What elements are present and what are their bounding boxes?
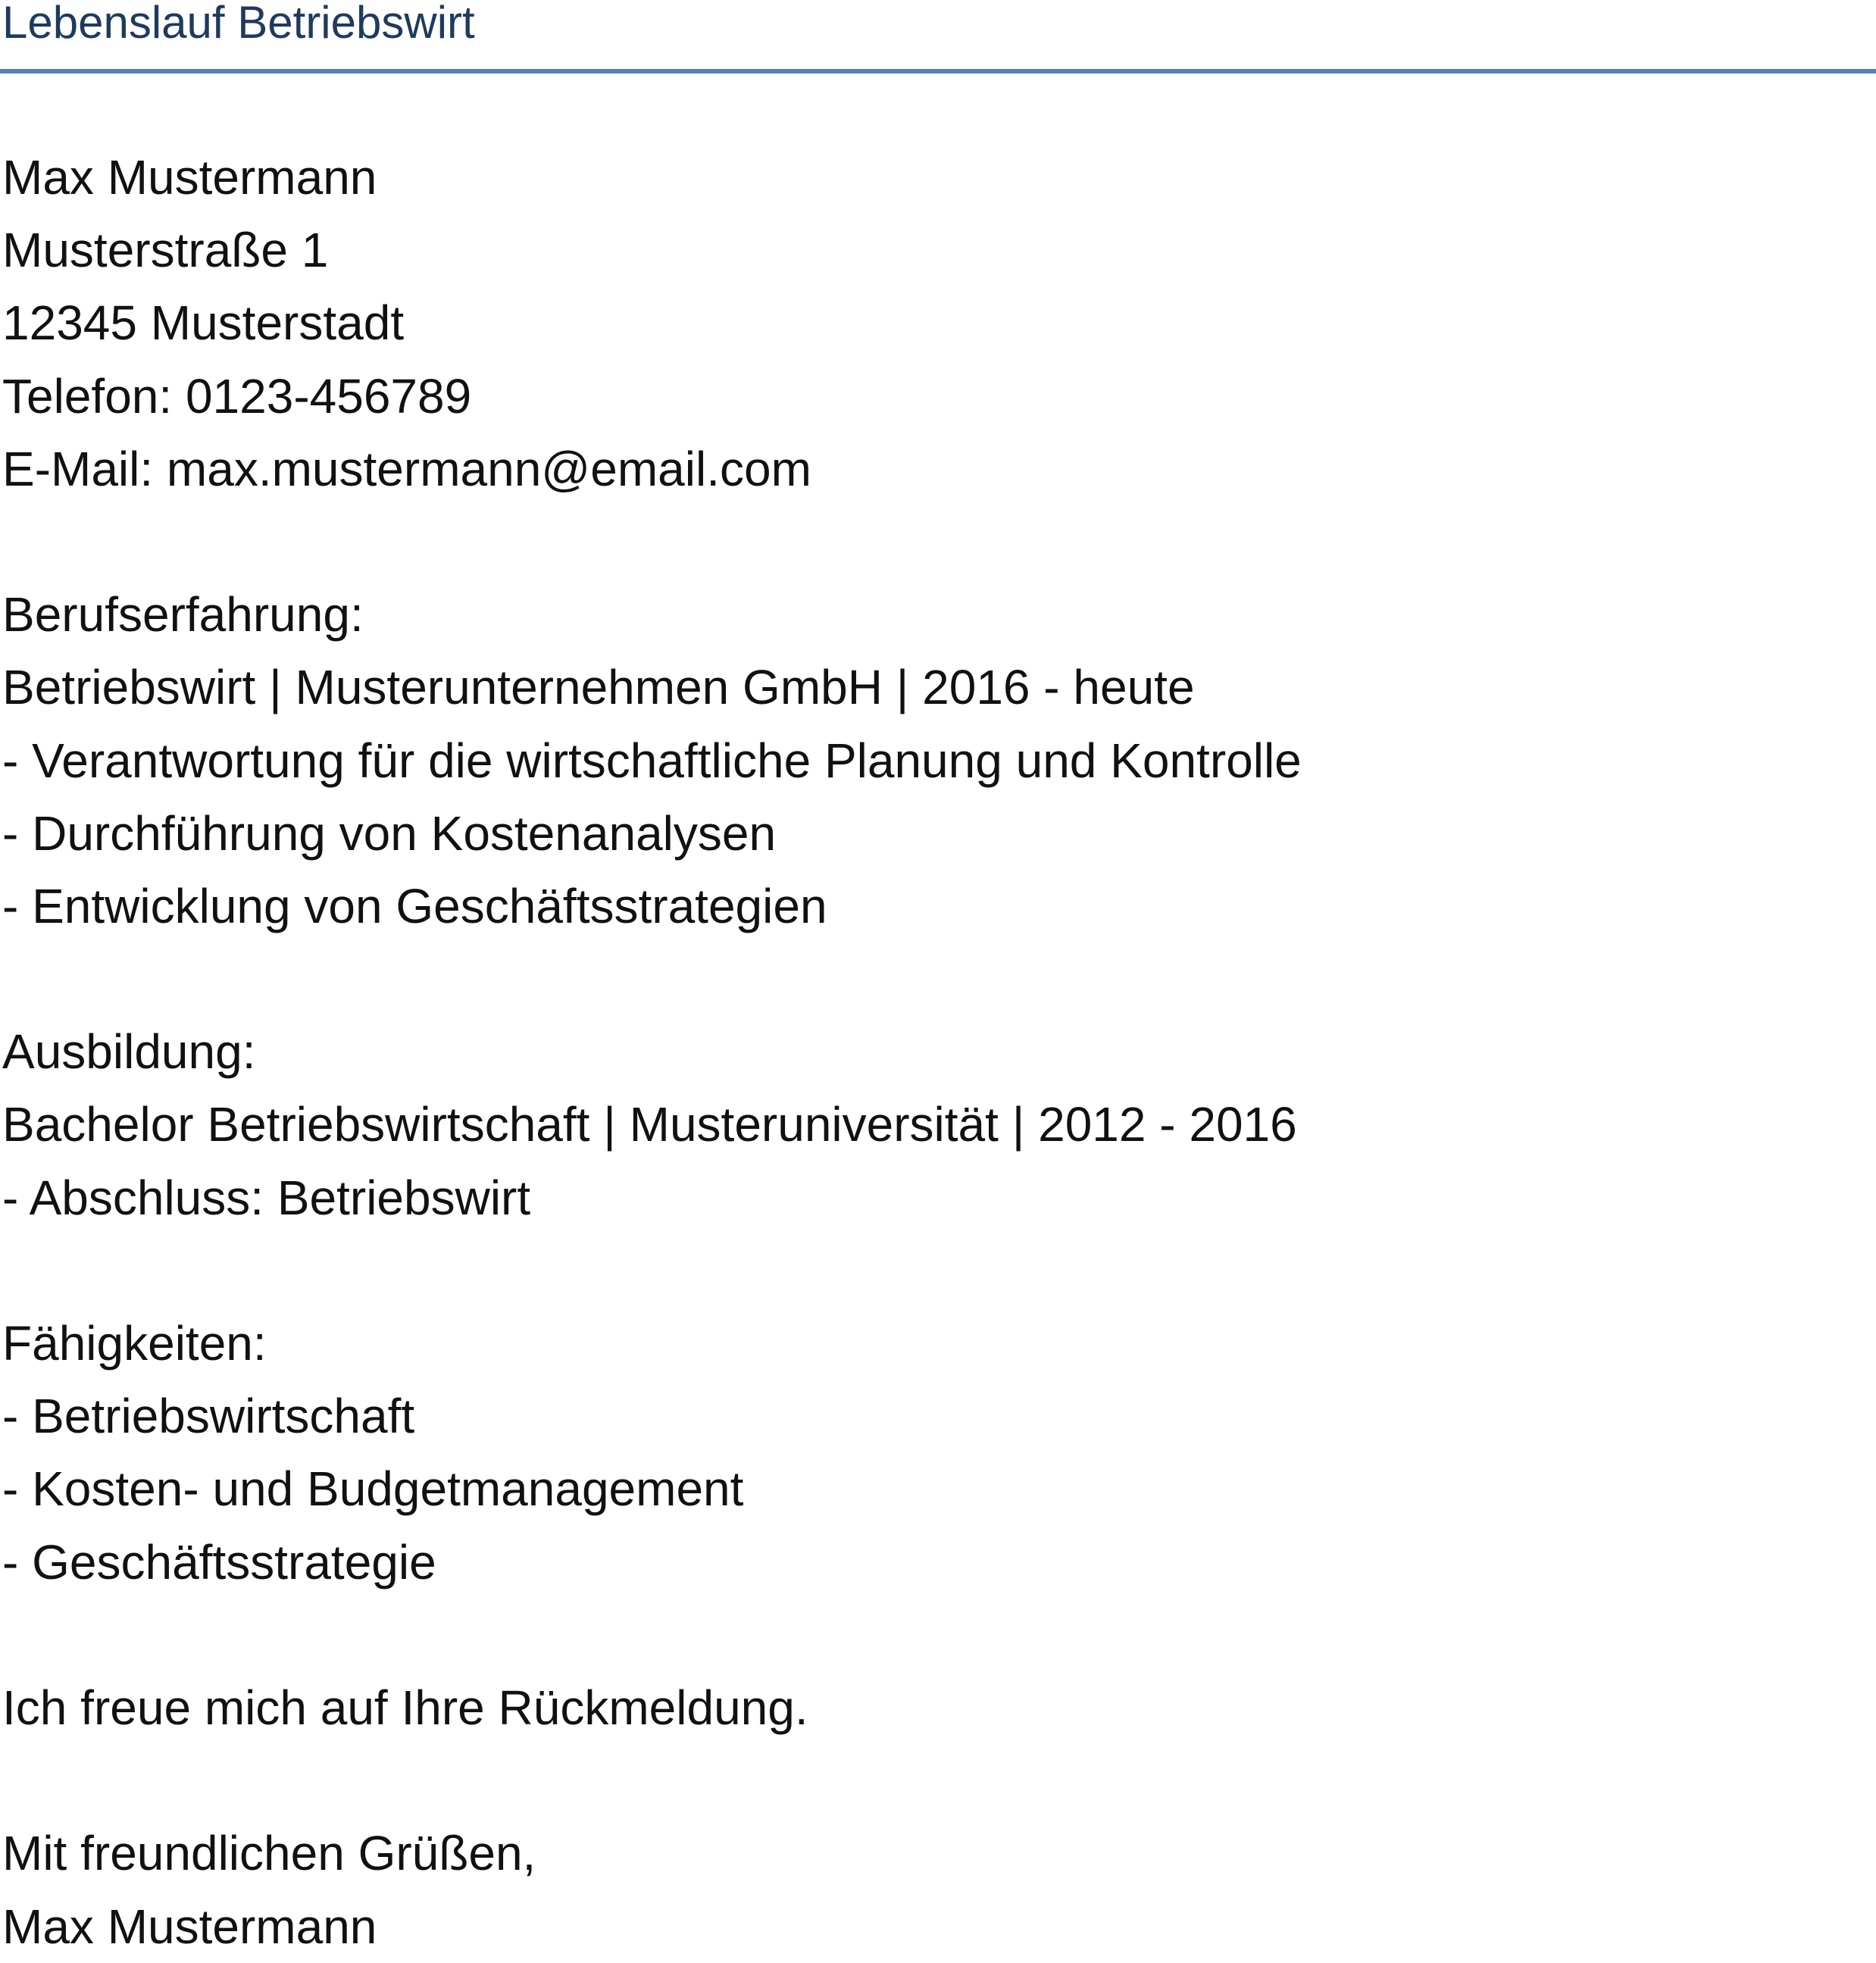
education-degree: Bachelor Betriebswirtschaft | Musteruniversität | 2012 - 2016 xyxy=(2,1097,1297,1152)
document-body xyxy=(2,141,1866,1963)
closing-sentence: Ich freue mich auf Ihre Rückmeldung. xyxy=(2,1680,808,1735)
contact-city: 12345 Musterstadt xyxy=(2,295,405,351)
document-title: Lebenslauf Betriebswirt xyxy=(2,0,475,48)
regards: Mit freundlichen Grüßen, xyxy=(2,1826,536,1881)
title-divider xyxy=(0,69,1876,73)
skills-item: - Kosten- und Budgetmanagement xyxy=(2,1461,744,1517)
skills-item: - Betriebswirtschaft xyxy=(2,1389,415,1444)
experience-item: - Verantwortung für die wirtschaftliche Planung und Kontrolle xyxy=(2,733,1302,788)
experience-item: - Entwicklung von Geschäftsstrategien xyxy=(2,878,827,933)
signature-name: Max Mustermann xyxy=(2,1899,377,1954)
education-heading: Ausbildung: xyxy=(2,1024,256,1080)
experience-position: Betriebswirt | Musterunternehmen GmbH | 2016 - heute xyxy=(2,660,1195,715)
spacer xyxy=(2,1234,1866,1307)
experience-heading: Berufserfahrung: xyxy=(2,587,364,642)
skills-heading: Fähigkeiten: xyxy=(2,1316,267,1371)
contact-name: Max Mustermann xyxy=(2,150,377,205)
skills-item: - Geschäftsstrategie xyxy=(2,1534,436,1589)
contact-email: E-Mail: max.mustermann@email.com xyxy=(2,441,811,496)
spacer xyxy=(2,505,1866,578)
spacer xyxy=(2,1744,1866,1817)
contact-phone: Telefon: 0123-456789 xyxy=(2,368,472,424)
experience-item: - Durchführung von Kostenanalysen xyxy=(2,805,777,861)
education-item: - Abschluss: Betriebswirt xyxy=(2,1170,531,1225)
spacer xyxy=(2,1599,1866,1671)
contact-street: Musterstraße 1 xyxy=(2,223,329,278)
spacer xyxy=(2,942,1866,1015)
